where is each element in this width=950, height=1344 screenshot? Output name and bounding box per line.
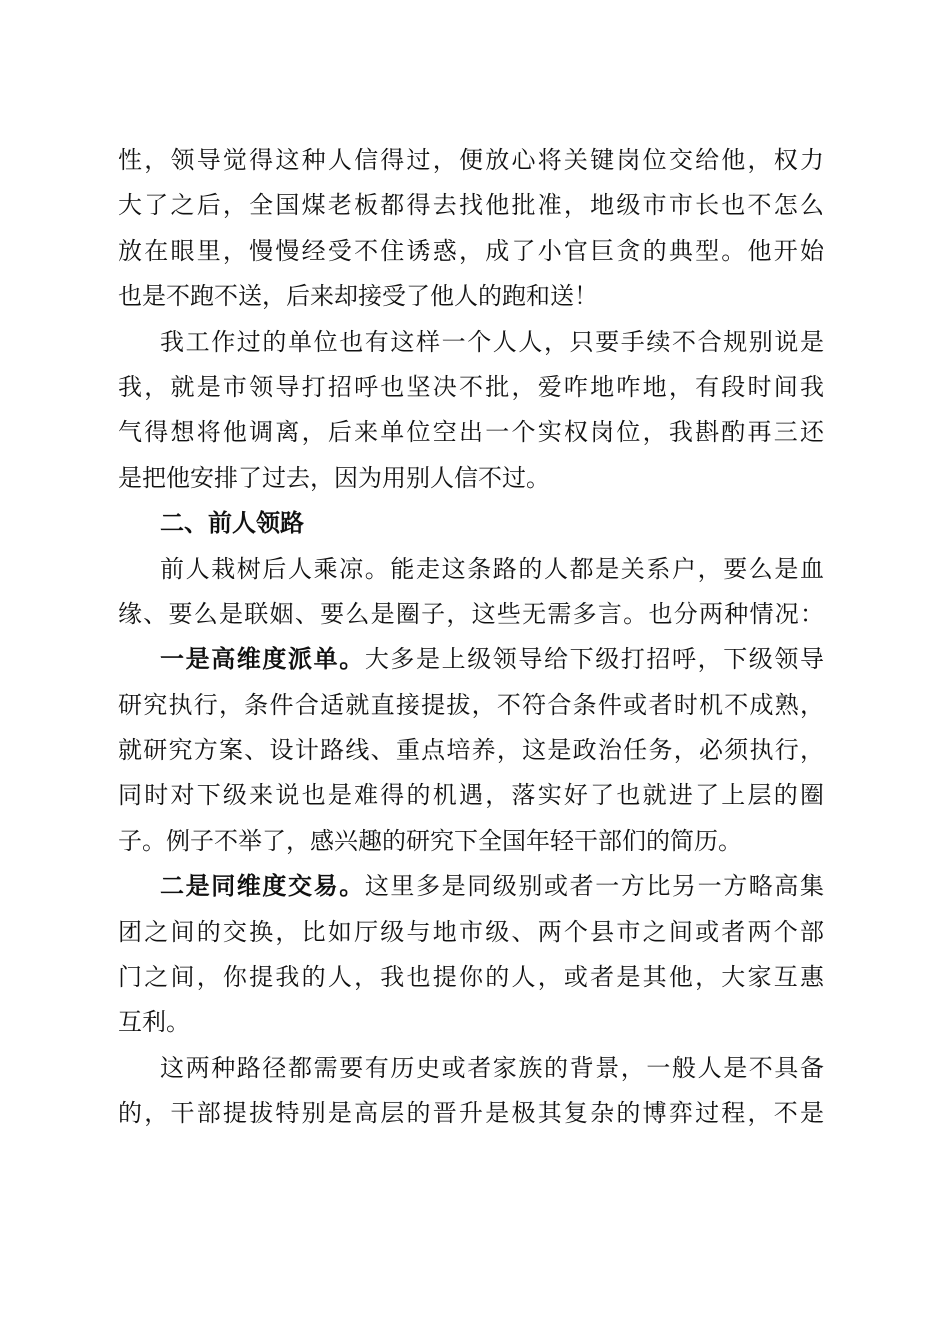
text-line: 性，领导觉得这种人信得过，便放心将关键岗位交给他，权力: [118, 146, 824, 174]
text-line: 互利。: [118, 1008, 190, 1037]
lead-phrase: 二是同维度交易。: [160, 872, 365, 901]
text-line: [118, 864, 824, 909]
paragraph-workplace-example: [118, 320, 824, 502]
section-heading: 二、前人领路: [160, 509, 304, 538]
text-line: [118, 637, 824, 682]
text-line: 这两种路径都需要有历史或者家族的背景，一般人是不具备: [160, 1053, 824, 1082]
text-line: 也是不跑不送，后来却接受了他人的跑和送！: [118, 282, 598, 311]
lead-rest: 这里多是同级别或者一方比另一方略高集: [364, 872, 824, 901]
text-line: 是把他安排了过去，因为用别人信不过。: [118, 463, 550, 492]
lead-rest: 大多是上级领导给下级打招呼，下级领导: [364, 645, 824, 674]
text-line: 同时对下级来说也是难得的机遇，落实好了也就进了上层的圈: [118, 781, 824, 810]
paragraph-high-dimension: [118, 637, 824, 864]
paragraph-background: [118, 1046, 824, 1137]
text-line: 放在眼里，慢慢经受不住诱惑，成了小官巨贪的典型。他开始: [118, 236, 824, 265]
text-line: 我工作过的单位也有这样一个人人，只要手续不合规别说是: [160, 327, 824, 356]
paragraph-continuation: [118, 138, 824, 320]
text-line: 缘、要么是联姻、要么是圈子，这些无需多言。也分两种情况：: [118, 599, 824, 628]
text-line: 子。例子不举了，感兴趣的研究下全国年轻干部们的简历。: [118, 826, 742, 855]
paragraph-same-dimension: [118, 864, 824, 1046]
text-line: 气得想将他调离，后来单位空出一个实权岗位，我斟酌再三还: [118, 418, 824, 447]
lead-phrase: 一是高维度派单。: [160, 645, 365, 674]
text-line: 团之间的交换，比如厅级与地市级、两个县市之间或者两个部: [118, 917, 824, 946]
text-line: 的，干部提拔特别是高层的晋升是极其复杂的博弈过程，不是: [118, 1099, 824, 1128]
document-page: [118, 138, 824, 1137]
text-line: 研究执行，条件合适就直接提拔，不符合条件或者时机不成熟，: [118, 690, 824, 719]
text-line: 就研究方案、设计路线、重点培养，这是政治任务，必须执行，: [118, 736, 824, 765]
text-line: 我，就是市领导打招呼也坚决不批，爱咋地咋地，有段时间我: [118, 372, 824, 401]
paragraph-intro: [118, 547, 824, 638]
text-line: 前人栽树后人乘凉。能走这条路的人都是关系户，要么是血: [160, 554, 824, 583]
text-line: 门之间，你提我的人，我也提你的人，或者是其他，大家互惠: [118, 963, 824, 992]
text-line: 大了之后，全国煤老板都得去找他批准，地级市市长也不怎么: [118, 191, 824, 220]
